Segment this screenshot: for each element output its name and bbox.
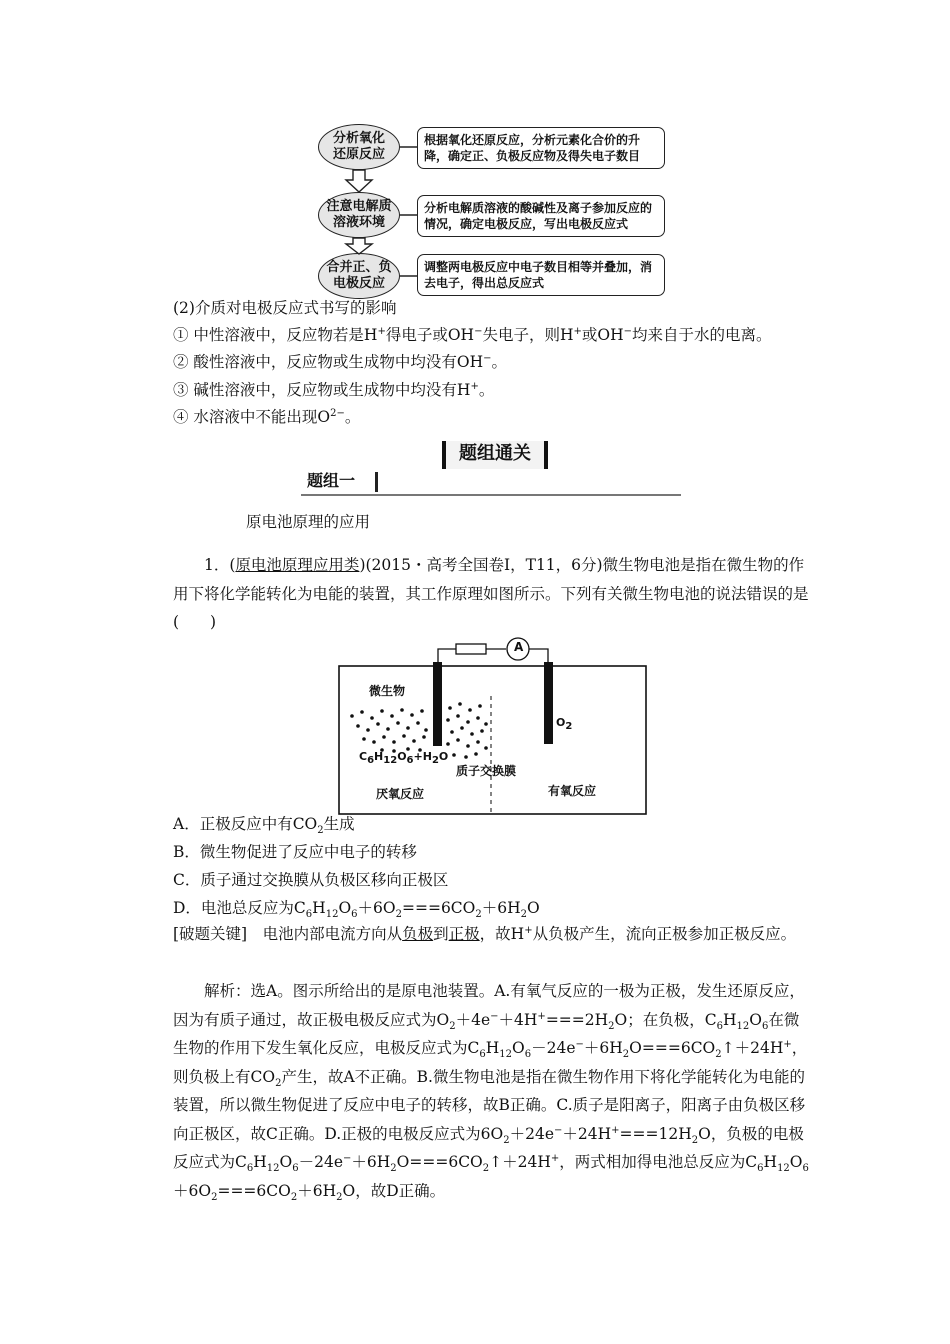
flow-step-3-box: 调整两电极反应中电子数目相等并叠加，消去电子，得出总反应式 (417, 254, 665, 296)
flowchart-connectors (300, 120, 440, 300)
ammeter-label: A (514, 640, 524, 654)
medium-item-2: ② 酸性溶液中，反应物或生成物中均没有OH−。 (173, 352, 508, 371)
medium-heading: (2)介质对电极反应式书写的影响 (173, 299, 397, 317)
flow-step-3-label: 合并正、负 电极反应 (326, 260, 392, 291)
anaerobic-label: 厌氧反应 (376, 787, 425, 801)
section-title: 题组通关 (442, 441, 548, 469)
oxygen-label: $O_2$ (556, 716, 573, 733)
membrane-label: 质子交换膜 (456, 764, 517, 778)
option-c[interactable]: C．质子通过交换膜从负极区移向正极区 (173, 871, 449, 889)
medium-item-1: ① 中性溶液中，反应物若是H+得电子或OH−失电子，则H+或OH−均来自于水的电离。 (173, 325, 772, 344)
aerobic-label: 有氧反应 (548, 784, 597, 798)
group-title-divider (375, 472, 378, 492)
medium-item-3: ③ 碱性溶液中，反应物或生成物中均没有H+。 (173, 380, 495, 399)
flow-step-1-label: 分析氧化 还原反应 (332, 131, 385, 162)
analysis-paragraph: 解析：选A。图示所给出的是原电池装置。A.有氧气反应的一极为正极，发生还原反应，因为有质子通过，故正极电极反应式为$O_2+4e^-+4H^+===2H_2O$；在负极，$C_6H_{12}O_6$在微生物的作用下发生氧化反应，电极反应式为$C_6H_{12}O_6-24e^-+6H_2O===6CO_2↑+24H^+$，则负极上有$CO_2$产生，故A不正确。B.微生物电池是指在微生物作用下将化学能转化为电能的装置，所以微生物促进了反应中电子的转移，故B正确。C.质子是阳离子，阳离子由负极区移向正极区，故C正确。D.正极的电极反应式为$6O_2+24e^-+24H^+===12H_2O$，负极的电极反应式为$C_6H_{12}O_6-24e^-+6H_2O===6CO_2↑+24H^+$，两式相加得电池总反应为$C_6H_{12}O_6+6O_2===6CO_2+6H_2O$，故D正确。 (173, 982, 809, 1203)
group-subtitle: 原电池原理的应用 (246, 513, 371, 531)
group-title: 题组一 (307, 471, 356, 490)
question-type-tag: 原电池原理应用类 (235, 556, 360, 574)
key-paragraph: [破题关键] 电池内部电流方向从负极到正极，故H+从负极产生，流向正极参加正极反应。 (173, 924, 797, 943)
question-text: 1．(原电池原理应用类)(2015・高考全国卷Ⅰ，T11，6分)微生物电池是指在微生物的作用下将化学能转化为电能的装置，其工作原理如图所示。下列有关微生物电池的说法错误的是( ) (173, 556, 809, 631)
reactant-label: $C_6H_{12}O_6+H_2O$ (359, 750, 449, 767)
flow-step-1-box: 根据氧化还原反应，分析元素化合价的升降，确定正、负极反应物及得失电子数目 (417, 127, 665, 169)
option-b[interactable]: B．微生物促进了反应中电子的转移 (173, 843, 417, 861)
option-d[interactable]: D．电池总反应为$C_6H_{12}O_6+6O_2===6CO_2+6H_2O$ (173, 899, 540, 921)
option-a[interactable]: A．正极反应中有$CO_2$生成 (173, 815, 355, 837)
group-title-bar (301, 470, 681, 496)
medium-item-4: ④ 水溶液中不能出现$O^{2-}$。 (173, 407, 361, 426)
flow-step-2-box: 分析电解质溶液的酸碱性及离子参加反应的情况，确定电极反应，写出电极反应式 (417, 195, 665, 237)
flow-step-2-label: 注意电解质 溶液环境 (326, 199, 392, 230)
microbe-label: 微生物 (369, 684, 406, 698)
